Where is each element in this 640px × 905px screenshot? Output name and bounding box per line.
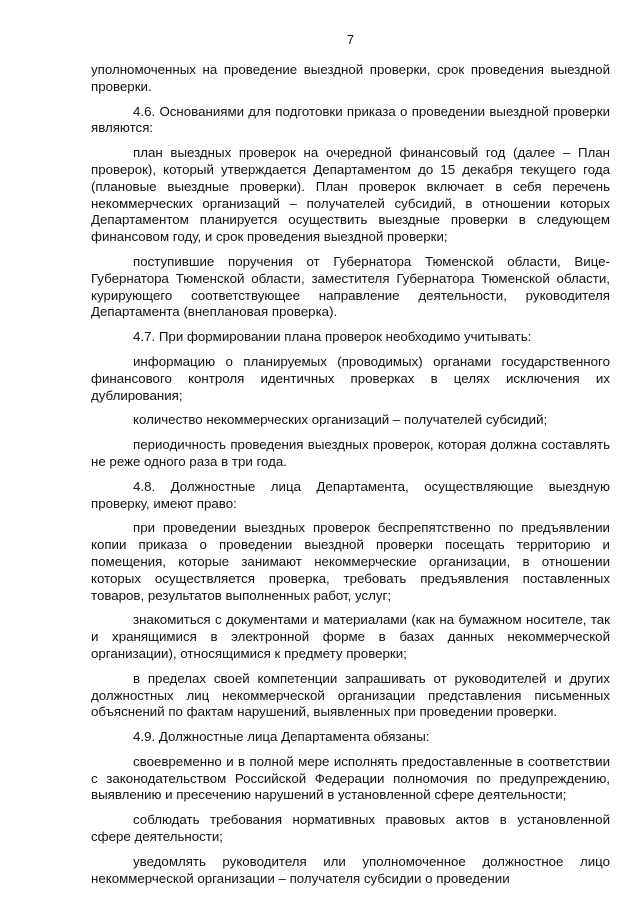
paragraph-4-9: 4.9. Должностные лица Департамента обязаны: (133, 729, 430, 745)
paragraph-right-to-request-explanations: в пределах своей компетенции запрашивать от руководителей и других должностных лиц некоммерческой организации представления письменных объяснений по фактам нарушений, выявленных при проведении проверки. (91, 670, 610, 720)
paragraph-governor-instructions: поступившие поручения от Губернатора Тюменской области, Вице-Губернатора Тюменской области, заместителя Губернатора Тюменской области, курирующего соответствующее направление деятельности, руководителя Департамента (внеплановая проверка). (91, 253, 610, 320)
paragraph-duty-comply-regulations: соблюдать требования нормативных правовых актов в установленной сфере деятельности; (91, 812, 610, 845)
paragraph-inspection-plan: план выездных проверок на очередной финансовый год (далее – План проверок), который утверждается Департаментом до 15 декабря текущего года (плановые выездные проверки). План проверок включает в себя перечень некоммерческих организаций – получателей субсидий, в отношении которых Департаментом планируется осуществить выездные проверки в следующем финансовом году, и срок проведения выездной проверки; (91, 145, 610, 245)
document-page (91, 0, 610, 905)
paragraph-4-8: 4.8. Должностные лица Департамента, осуществляющие выездную проверку, имеют право: (91, 478, 610, 511)
paragraph-right-to-visit: при проведении выездных проверок беспрепятственно по предъявлении копии приказа о проведении выездной проверки посещать территорию и помещения, которые занимают некоммерческие организации, в отношении которых осуществляется проверка, требовать предъявления поставленных товаров, результатов выполненных работ, услуг; (91, 520, 610, 603)
paragraph-duty-exercise-powers: своевременно и в полной мере исполнять предоставленные в соответствии с законодательством Российской Федерации полномочия по предупреждению, выявлению и пресечению нарушений в установленной сфере деятельности; (91, 753, 610, 803)
page-number: 7 (346, 32, 355, 47)
paragraph-duty-notify: уведомлять руководителя или уполномоченное должностное лицо некоммерческой организации – получателя субсидии о проведении (91, 853, 610, 886)
paragraph-right-to-review-documents: знакомиться с документами и материалами (как на бумажном носителе, так и хранящимися в электронной форме в базах данных некоммерческой организации), относящимися к предмету проверки; (91, 612, 610, 661)
paragraph-4-7: 4.7. При формировании плана проверок необходимо учитывать: (133, 329, 532, 345)
document-body (91, 62, 610, 895)
paragraph-continuation: уполномоченных на проведение выездной проверки, срок проведения выездной проверки. (91, 62, 610, 94)
paragraph-inspection-frequency: периодичность проведения выездных проверок, которая должна составлять не реже одного раза в три года. (91, 437, 610, 469)
paragraph-planned-inspections-info: информацию о планируемых (проводимых) органами государственного финансового контроля идентичных проверках в целях исключения их дублирования; (91, 353, 610, 403)
paragraph-4-6: 4.6. Основаниями для подготовки приказа о проведении выездной проверки являются: (91, 103, 610, 136)
paragraph-number-of-organizations: количество некоммерческих организаций – получателей субсидий; (133, 412, 548, 428)
